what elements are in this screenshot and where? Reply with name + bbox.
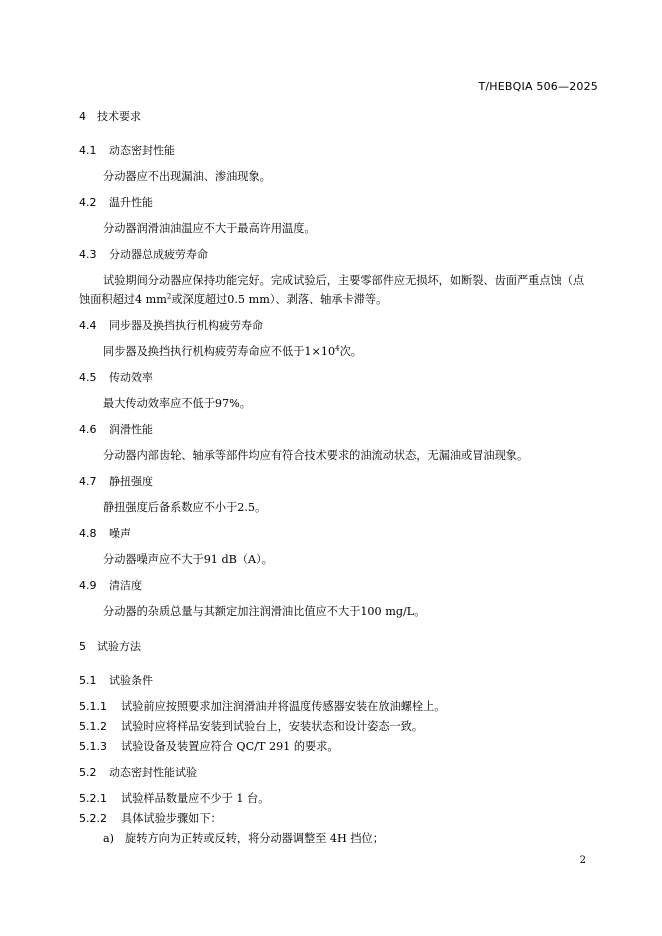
clause-text: 试验样品数量应不少于 1 台。 bbox=[121, 792, 270, 805]
section-5-heading bbox=[79, 638, 141, 654]
text-fragment: 次。 bbox=[339, 345, 362, 358]
section-4-3-text-line2 bbox=[79, 291, 387, 307]
section-4-5-heading bbox=[79, 369, 153, 385]
section-number: 4.9 bbox=[79, 579, 97, 592]
section-number: 4.5 bbox=[79, 371, 97, 384]
text-fragment: 同步器及换挡执行机构疲劳寿命应不低于1×10 bbox=[103, 345, 336, 358]
step-marker: a) bbox=[103, 832, 115, 845]
section-number: 5.1 bbox=[79, 674, 97, 687]
section-title: 清洁度 bbox=[109, 579, 142, 592]
clause-number: 5.1.3 bbox=[79, 740, 107, 753]
clause-number: 5.1.2 bbox=[79, 720, 107, 733]
section-4-8-heading bbox=[79, 525, 131, 541]
section-4-3-text-line1: 试验期间分动器应保持功能完好。完成试验后，主要零部件应无损坏，如断裂、齿面严重点蚀（点 bbox=[103, 274, 585, 287]
clause-text: 试验时应将样品安装到试验台上，安装状态和设计姿态一致。 bbox=[121, 720, 424, 733]
section-title: 分动器总成疲劳寿命 bbox=[109, 248, 208, 261]
section-title: 试验条件 bbox=[109, 674, 153, 687]
section-4-2-text: 分动器润滑油油温应不大于最高许用温度。 bbox=[103, 222, 316, 235]
text-fragment: 或深度超过0.5 mm）、剥落、轴承卡滞等。 bbox=[171, 293, 388, 306]
section-title: 同步器及换挡执行机构疲劳寿命 bbox=[109, 319, 263, 332]
page-number: 2 bbox=[579, 855, 586, 866]
section-number: 4.8 bbox=[79, 527, 97, 540]
section-4-4-text bbox=[103, 343, 362, 359]
section-4-9-text: 分动器的杂质总量与其额定加注润滑油比值应不大于100 mg/L。 bbox=[103, 605, 426, 618]
section-number: 4.3 bbox=[79, 248, 97, 261]
document-code: T/HEBQIA 506—2025 bbox=[478, 80, 598, 93]
section-number: 4.2 bbox=[79, 196, 97, 209]
section-title: 试验方法 bbox=[97, 640, 141, 653]
section-4-6-heading bbox=[79, 421, 153, 437]
section-title: 动态密封性能试验 bbox=[109, 766, 197, 779]
section-4-heading bbox=[79, 108, 141, 124]
section-4-4-heading bbox=[79, 317, 263, 333]
section-number: 4 bbox=[79, 110, 86, 123]
section-number: 5.2 bbox=[79, 766, 97, 779]
section-4-8-text: 分动器噪声应不大于91 dB（A）。 bbox=[103, 553, 273, 566]
section-4-1-text: 分动器应不出现漏油、渗油现象。 bbox=[103, 170, 271, 183]
section-title: 润滑性能 bbox=[109, 423, 153, 436]
section-number: 5 bbox=[79, 640, 86, 653]
section-number: 4.1 bbox=[79, 144, 97, 157]
section-4-7-text: 静扭强度后备系数应不小于2.5。 bbox=[103, 501, 267, 514]
step-a bbox=[103, 830, 384, 846]
section-4-5-text: 最大传动效率应不低于97%。 bbox=[103, 397, 251, 410]
clause-number: 5.2.2 bbox=[79, 812, 107, 825]
section-title: 噪声 bbox=[109, 527, 131, 540]
section-number: 4.7 bbox=[79, 475, 97, 488]
section-title: 静扭强度 bbox=[109, 475, 153, 488]
superscript: 2 bbox=[166, 292, 172, 301]
section-5-2-heading bbox=[79, 764, 197, 780]
section-4-6-text: 分动器内部齿轮、轴承等部件均应有符合技术要求的油流动状态，无漏油或冒油现象。 bbox=[103, 449, 529, 462]
clause-5-1-2 bbox=[79, 718, 423, 734]
text-fragment: 蚀面积超过4 mm bbox=[79, 293, 167, 306]
section-4-9-heading bbox=[79, 577, 142, 593]
step-text: 旋转方向为正转或反转，将分动器调整至 4H 挡位； bbox=[125, 832, 384, 845]
clause-5-2-1 bbox=[79, 790, 269, 806]
clause-number: 5.1.1 bbox=[79, 700, 107, 713]
section-4-2-heading bbox=[79, 194, 153, 210]
section-title: 技术要求 bbox=[97, 110, 141, 123]
clause-5-1-3 bbox=[79, 738, 339, 754]
clause-5-1-1 bbox=[79, 698, 445, 714]
clause-text: 具体试验步骤如下： bbox=[121, 812, 222, 825]
clause-5-2-2 bbox=[79, 810, 222, 826]
section-number: 4.6 bbox=[79, 423, 97, 436]
section-4-1-heading bbox=[79, 142, 175, 158]
section-title: 温升性能 bbox=[109, 196, 153, 209]
clause-text: 试验设备及装置应符合 QC/T 291 的要求。 bbox=[121, 740, 339, 753]
section-title: 动态密封性能 bbox=[109, 144, 175, 157]
section-5-1-heading bbox=[79, 672, 153, 688]
clause-text: 试验前应按照要求加注润滑油并将温度传感器安装在放油螺栓上。 bbox=[121, 700, 446, 713]
section-4-3-heading bbox=[79, 246, 208, 262]
section-title: 传动效率 bbox=[109, 371, 153, 384]
section-4-7-heading bbox=[79, 473, 153, 489]
section-number: 4.4 bbox=[79, 319, 97, 332]
superscript: 4 bbox=[335, 344, 340, 353]
clause-number: 5.2.1 bbox=[79, 792, 107, 805]
